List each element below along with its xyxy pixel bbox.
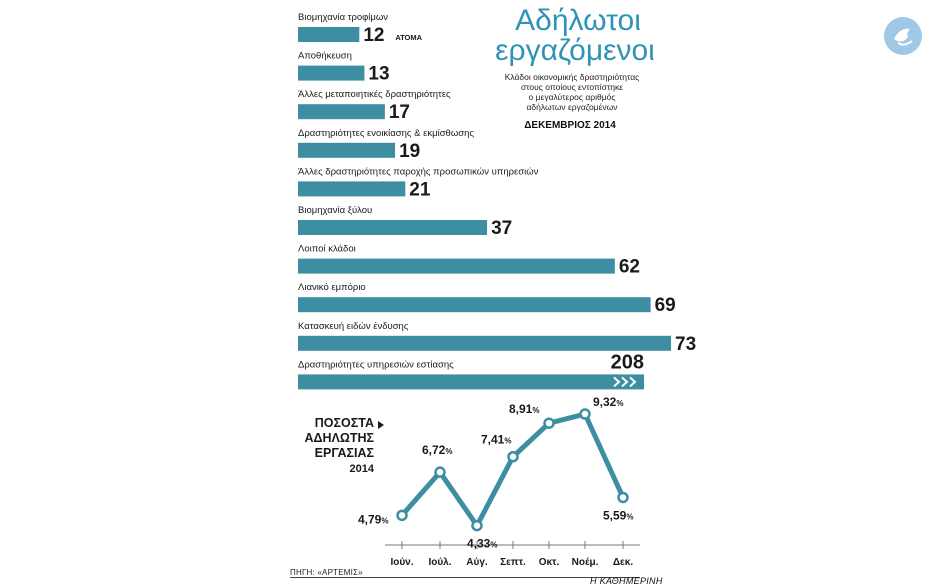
bar-category-label: Λοιποί κλάδοι (298, 243, 356, 255)
x-tick-label: Ιούν. (390, 557, 414, 568)
header (495, 4, 655, 131)
bar (298, 374, 644, 389)
bar-value-label: 208 (610, 351, 644, 374)
bar (298, 220, 487, 235)
point-value-label (603, 508, 633, 522)
title-pointer-icon (378, 421, 384, 429)
bar-value-label: 69 (654, 295, 676, 317)
bar (298, 66, 364, 81)
bar-unit-label: ΑΤΟΜΑ (395, 33, 423, 42)
line-title-text: ΠΟΣΟΣΤΑ (314, 416, 374, 430)
bar-value-label: 19 (399, 140, 421, 162)
point-value-suffix: % (490, 540, 498, 550)
bar (298, 104, 385, 119)
point-value-number: 7,41 (481, 432, 505, 447)
data-point (436, 468, 445, 477)
point-value-suffix: % (504, 436, 512, 446)
point-value-label (467, 537, 497, 551)
bar-value-label: 21 (409, 179, 431, 201)
point-value-suffix: % (532, 406, 540, 416)
bar (298, 297, 651, 312)
point-value-suffix: % (616, 399, 624, 409)
data-point (398, 511, 407, 520)
point-value-number: 8,91 (509, 402, 533, 417)
bar (298, 336, 671, 351)
point-value-label (481, 433, 511, 447)
line-title-text: ΕΡΓΑΣΙΑΣ (314, 446, 374, 460)
line-title-text: ΑΔΗΛΩΤΗΣ (304, 431, 374, 445)
bar-category-label: Βιομηχανία ξύλου (298, 205, 373, 216)
line-title-text: 2014 (349, 463, 374, 475)
bar-value-label: 73 (675, 333, 697, 355)
data-point (473, 521, 482, 530)
title-line-1: Αδήλωτοι (515, 4, 641, 37)
x-tick-label: Νοέμ. (571, 557, 599, 568)
bar-value-label: 12 (363, 25, 385, 46)
data-point (619, 493, 628, 502)
x-tick-label: Αύγ. (466, 557, 488, 568)
bar-value-label: 17 (388, 102, 411, 124)
bar-value-label: 37 (491, 218, 513, 239)
point-value-suffix: % (381, 516, 389, 526)
bar (298, 143, 395, 158)
bar-category-label: Δραστηριότητες υπηρεσιών εστίασης (298, 359, 454, 371)
bar-value-label: 62 (618, 256, 640, 278)
point-value-label (593, 395, 623, 409)
bar-category-label: Άλλες μεταποιητικές δραστηριότητες (298, 89, 451, 101)
bar-category-label: Λιανικό εμπόριο (298, 282, 366, 294)
bar-category-label: Δραστηριότητες ενοικίασης & εκμίσθωσης (298, 127, 474, 139)
line-chart (304, 395, 640, 568)
point-value-label (358, 512, 388, 526)
subtitle-line-1: Κλάδοι οικονομικής δραστηριότητας (504, 72, 640, 82)
x-tick-label: Δεκ. (612, 557, 634, 568)
bar (298, 27, 359, 42)
point-value-number: 4,79 (358, 512, 382, 527)
point-value-suffix: % (626, 512, 634, 522)
data-point (581, 410, 590, 419)
title-line-2: εργαζόμενοι (495, 34, 655, 67)
x-tick-label: Σεπτ. (500, 557, 526, 568)
bar-category-label: Άλλες δραστηριότητες παροχής προσωπικών υπηρεσιών (298, 166, 539, 178)
subtitle-line-3: ο μεγαλύτερος αριθμός (528, 92, 616, 102)
point-value-number: 5,59 (603, 508, 627, 523)
subtitle-line-4: αδήλωτων εργαζομένων (526, 102, 618, 112)
data-point (509, 452, 518, 461)
bar-category-label: Αποθήκευση (298, 50, 352, 62)
bar (298, 181, 405, 196)
bar (298, 259, 615, 274)
point-value-label (509, 402, 539, 416)
point-value-number: 9,32 (593, 395, 617, 410)
x-tick-label: Οκτ. (538, 557, 560, 568)
bar-category-label: Κατασκευή ειδών ένδυσης (298, 320, 409, 332)
point-value-number: 4,33 (467, 536, 491, 551)
source-label: ΠΗΓΗ: «ΑΡΤΕΜΙΣ» (290, 568, 363, 577)
brand-label: Η ΚΑΘΗΜΕΡΙΝΗ (590, 576, 663, 586)
bar-value-label: 13 (368, 63, 390, 85)
point-value-label (422, 443, 452, 457)
period-label: ΔΕΚΕΜΒΡΙΟΣ 2014 (524, 120, 616, 131)
footer-rule (290, 577, 640, 578)
subtitle-line-2: στους οποίους εντοπίστηκε (520, 82, 624, 92)
point-value-number: 6,72 (422, 443, 446, 458)
bar-chart (298, 12, 696, 389)
point-value-suffix: % (445, 447, 453, 457)
x-tick-label: Ιούλ. (428, 557, 452, 568)
data-point (545, 419, 554, 428)
bar-category-label: Βιομηχανία τροφίμων (298, 12, 389, 23)
